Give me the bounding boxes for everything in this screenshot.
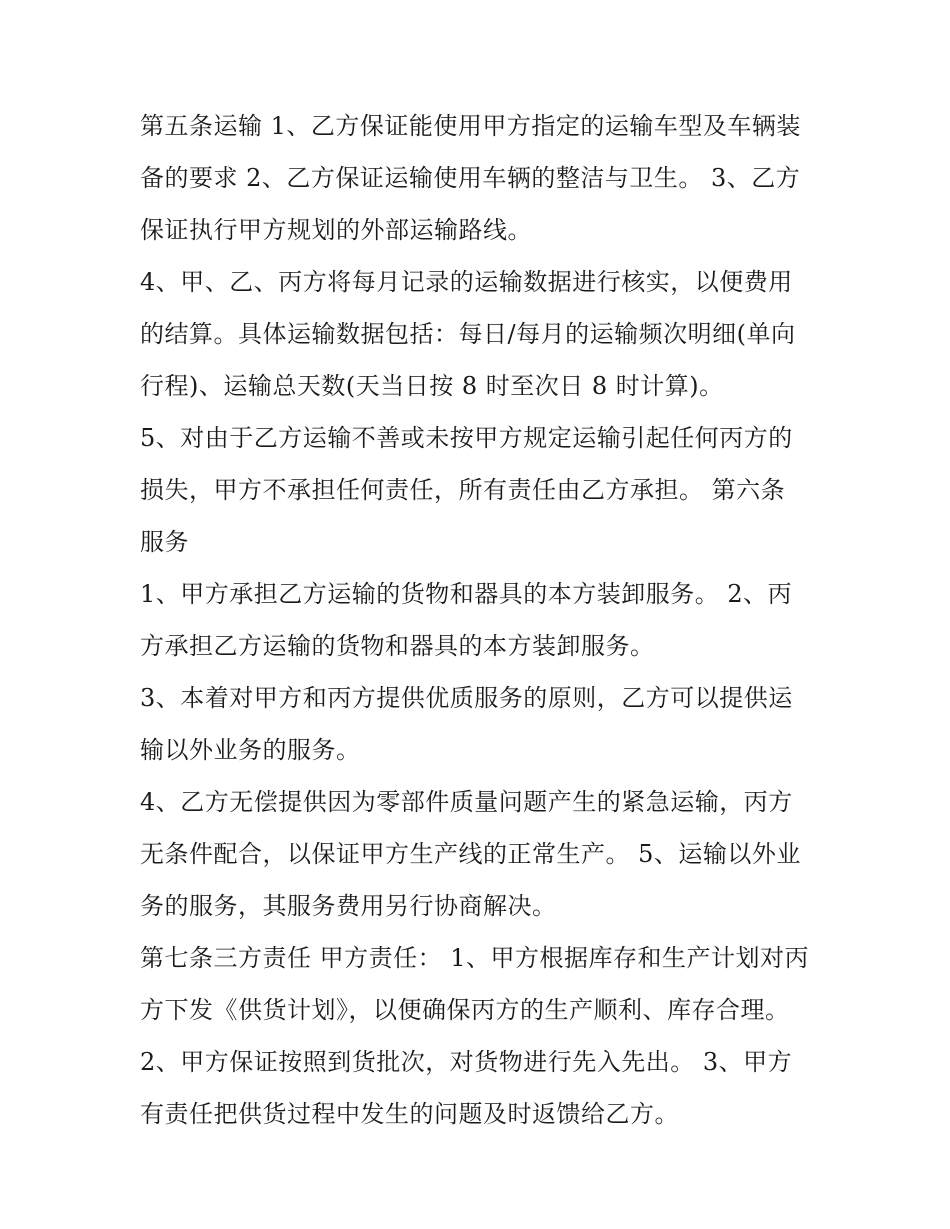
text-line: 第五条运输 1、乙方保证能使用甲方指定的运输车型及车辆装 [140, 112, 801, 140]
paragraph-article-5-transport [140, 100, 820, 256]
text-line: 务的服务，其服务费用另行协商解决。 [140, 892, 557, 920]
text-line: 方下发《供货计划》，以便确保丙方的生产顺利、库存合理。 [140, 996, 790, 1024]
paragraph-article-7-responsibilities [140, 932, 820, 1036]
text-line: 3、本着对甲方和丙方提供优质服务的原则，乙方可以提供运 [140, 684, 793, 712]
text-line: 2、甲方保证按照到货批次，对货物进行先入先出。 3、甲方 [140, 1048, 793, 1076]
text-line: 服务 [140, 528, 189, 556]
paragraph-emergency-transport [140, 776, 820, 932]
document-body [140, 100, 820, 1140]
text-line: 行程)、运输总天数(天当日按 8 时至次日 8 时计算)。 [140, 372, 724, 400]
text-line: 损失，甲方不承担任何责任，所有责任由乙方承担。 第六条 [140, 476, 786, 504]
text-line: 第七条三方责任 甲方责任： 1、甲方根据库存和生产计划对丙 [140, 944, 810, 972]
text-line: 备的要求 2、乙方保证运输使用车辆的整洁与卫生。 3、乙方 [140, 164, 801, 192]
paragraph-data-verification [140, 256, 820, 412]
text-line: 输以外业务的服务。 [140, 736, 361, 764]
text-line: 的结算。具体运输数据包括：每日/每月的运输频次明细(单向 [140, 320, 796, 348]
text-line: 保证执行甲方规划的外部运输路线。 [140, 216, 532, 244]
text-line: 4、甲、乙、丙方将每月记录的运输数据进行核实，以便费用 [140, 268, 793, 296]
text-line: 4、乙方无偿提供因为零部件质量问题产生的紧急运输，丙方 [140, 788, 793, 816]
paragraph-service-loading [140, 568, 820, 672]
paragraph-liability-article-6 [140, 412, 820, 568]
paragraph-fifo-feedback [140, 1036, 820, 1140]
text-line: 1、甲方承担乙方运输的货物和器具的本方装卸服务。 2、丙 [140, 580, 793, 608]
text-line: 无条件配合，以保证甲方生产线的正常生产。 5、运输以外业 [140, 840, 801, 868]
text-line: 有责任把供货过程中发生的问题及时返馈给乙方。 [140, 1100, 679, 1128]
text-line: 5、对由于乙方运输不善或未按甲方规定运输引起任何丙方的 [140, 424, 793, 452]
paragraph-quality-service [140, 672, 820, 776]
text-line: 方承担乙方运输的货物和器具的本方装卸服务。 [140, 632, 655, 660]
